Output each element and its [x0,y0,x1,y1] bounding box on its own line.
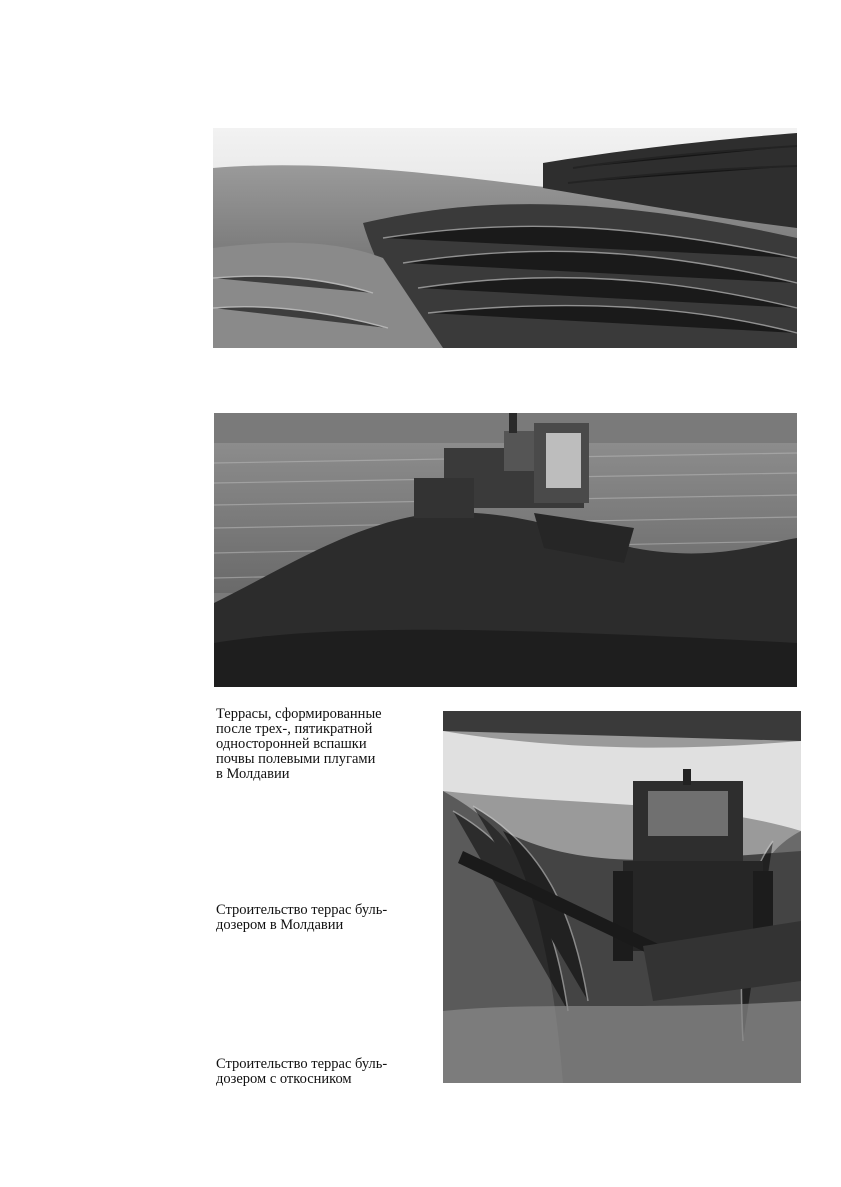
photo-bulldozer-slope [443,711,801,1083]
caption-bulldozer-moldova [216,903,387,933]
caption-bulldozer-slope [216,1057,387,1087]
caption-line: в Молдавии [216,766,290,782]
caption-terraces-plowed [216,707,382,782]
caption-line: односторонней вспашки [216,736,367,752]
caption-line: Террасы, сформированные [216,706,382,722]
caption-line: почвы полевыми плугами [216,751,376,767]
caption-line: после трех-, пятикратной [216,721,373,737]
caption-line: Строительство террас буль- [216,902,388,918]
bulldozer-image [214,413,797,687]
photo-terraces-plowed [213,128,797,348]
terraces-field-image [213,128,797,348]
caption-line: дозером с откосником [216,1071,352,1087]
photo-bulldozer-terraces [214,413,797,687]
caption-line: Строительство террас буль- [216,1056,388,1072]
bulldozer-sloper-image [443,711,801,1083]
caption-line: дозером в Молдавии [216,917,344,933]
